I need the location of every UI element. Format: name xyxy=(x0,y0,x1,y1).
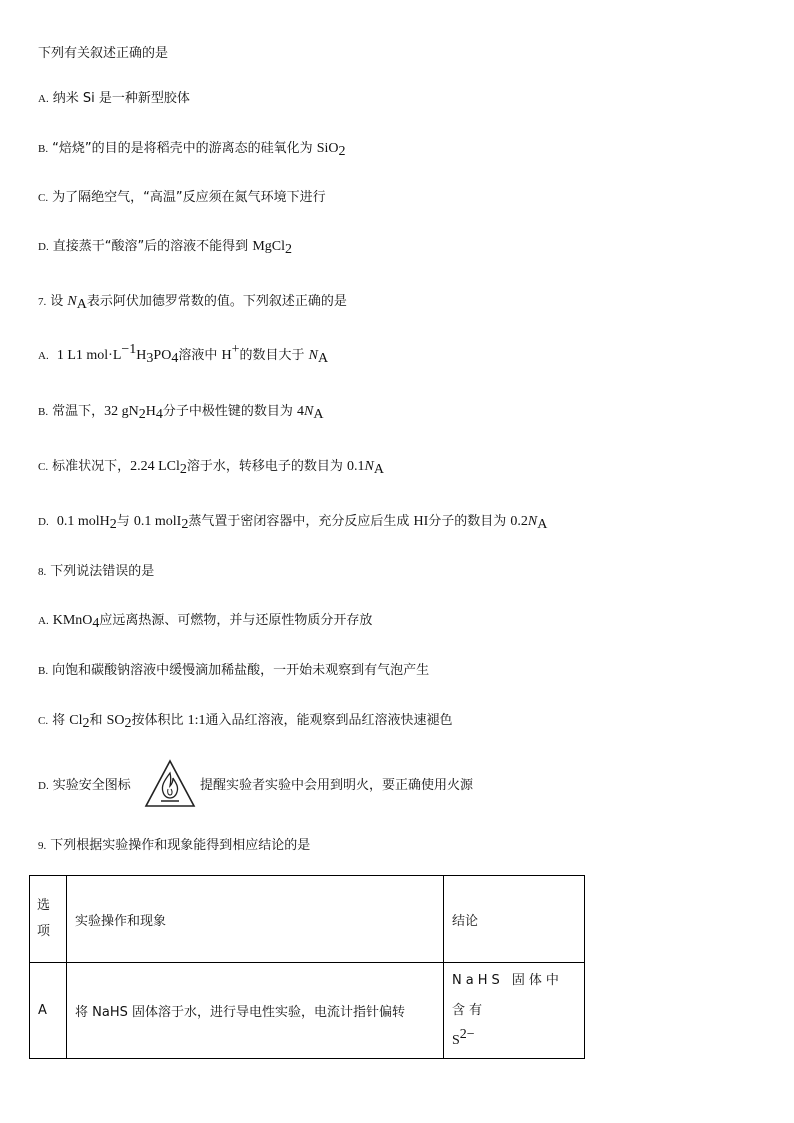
q8-option-a: A. KMnO$_4$应远离热源、可燃物，并与还原性物质分开存放 xyxy=(38,613,373,631)
header-conclusion: 结论 xyxy=(444,876,585,963)
q8-option-d-tail: 提醒实验者实验中会用到明火，要正确使用火源 xyxy=(200,778,474,793)
cell-operation: 将 NaHS 固体溶于水，进行导电性实验，电流计指针偏转 xyxy=(67,963,444,1059)
q7-option-c: C. 标准状况下，2.24 LCl$_2$溶于水，转移电子的数目为 $0.1N_A$ xyxy=(38,459,384,477)
flame-inner xyxy=(168,789,172,795)
q6-option-a: A. 纳米 Si 是一种新型胶体 xyxy=(38,91,190,106)
cell-conclusion: NaHS 固体中含有 $S^{2-}$ xyxy=(444,963,585,1059)
q7-option-a: A. 1 L1 $mol\cdot L^{-1}H_3PO_4$溶液中 H+的数目大于 $N_A$ xyxy=(38,342,329,366)
header-operation: 实验操作和现象 xyxy=(67,876,444,963)
q8-option-d: D. 实验安全图标 xyxy=(38,778,131,793)
flame-safety-icon xyxy=(144,759,196,809)
header-option: 选项 xyxy=(30,876,67,963)
q6-option-d: D. 直接蒸干“酸溶”后的溶液不能得到 MgCl$_2$ xyxy=(38,239,292,257)
table-row xyxy=(30,963,585,1059)
q7-option-d: D. 0.1 molH$_2$与 0.1 molI$_2$蒸气置于密闭容器中，充分反应后生成 HI分子的数目为 $0.2N_A$ xyxy=(38,514,548,532)
flame-shape xyxy=(162,773,177,798)
q8-stem: 8. 下列说法错误的是 xyxy=(38,564,155,579)
cell-option: A xyxy=(30,963,67,1059)
q6-option-c: C. 为了隔绝空气，“高温”反应须在氮气环境下进行 xyxy=(38,190,326,205)
q8-option-b: B. 向饱和碳酸钠溶液中缓慢滴加稀盐酸，一开始未观察到有气泡产生 xyxy=(38,663,430,678)
q7-option-b: B. 常温下，32 $gN_2H_4$分子中极性键的数目为 $4N_A$ xyxy=(38,404,324,422)
q9-stem: 9. 下列根据实验操作和现象能得到相应结论的是 xyxy=(38,838,311,853)
q6-option-b: B. “焙烧”的目的是将稻壳中的游离态的硅氧化为 SiO$_2$ xyxy=(38,141,346,159)
q9-table xyxy=(29,875,585,1059)
q8-option-c: C. 将 $Cl_2$和 $SO_2$按体积比 1:1通入品红溶液，能观察到品红溶液快速褪色 xyxy=(38,713,453,731)
table-header-row xyxy=(30,876,585,963)
q6-stem: 下列有关叙述正确的是 xyxy=(38,46,169,61)
q7-stem: 7. 设 $N_A$表示阿伏加德罗常数的值。下列叙述正确的是 xyxy=(38,294,347,312)
